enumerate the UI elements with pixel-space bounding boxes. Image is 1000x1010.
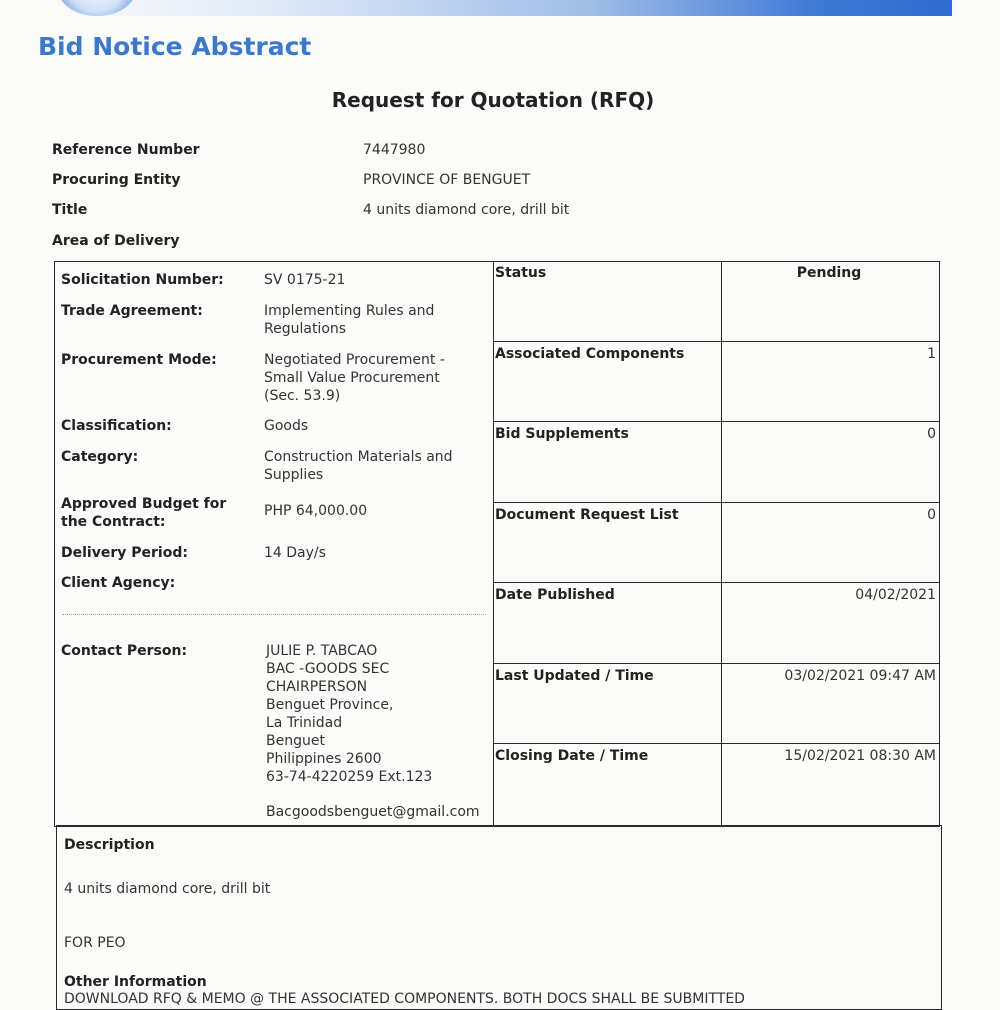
classification-label: Classification: <box>61 418 172 434</box>
delivery-period-value: 14 Day/s <box>264 545 326 561</box>
title-value: 4 units diamond core, drill bit <box>363 202 570 218</box>
classification-value: Goods <box>264 418 309 434</box>
status-row-separator <box>493 743 940 744</box>
status-row-separator <box>493 341 940 342</box>
other-information-text: DOWNLOAD RFQ & MEMO @ THE ASSOCIATED COMPONENTS. BOTH DOCS SHALL BE SUBMITTED <box>64 991 745 1007</box>
bid-supplements-value: 0 <box>927 426 936 442</box>
closing-date-label: Closing Date / Time <box>495 748 649 764</box>
client-agency-label: Client Agency: <box>61 575 176 591</box>
description-note: FOR PEO <box>64 935 126 951</box>
category-value: Construction Materials and Supplies <box>264 449 453 483</box>
other-information-heading: Other Information <box>64 974 207 990</box>
title-label: Title <box>52 202 88 218</box>
dotted-separator <box>62 614 486 615</box>
trade-agreement-value: Implementing Rules and Regulations <box>264 303 435 337</box>
status-row-separator <box>493 502 940 503</box>
delivery-period-label: Delivery Period: <box>61 545 188 561</box>
page-section-title: Bid Notice Abstract <box>38 32 312 61</box>
approved-budget-value: PHP 64,000.00 <box>264 503 368 519</box>
status-row-separator <box>493 421 940 422</box>
associated-components-value[interactable]: 1 <box>927 346 936 362</box>
status-label: Status <box>495 265 547 281</box>
area-of-delivery-label: Area of Delivery <box>52 233 180 249</box>
solicitation-number-value: SV 0175-21 <box>264 272 346 288</box>
document-request-list-label: Document Request List <box>495 507 679 523</box>
contact-person-label: Contact Person: <box>61 643 188 659</box>
last-updated-label: Last Updated / Time <box>495 668 654 684</box>
reference-number-value: 7447980 <box>363 142 426 158</box>
status-value: Pending <box>796 265 862 281</box>
last-updated-value: 03/02/2021 09:47 AM <box>784 668 936 684</box>
approved-budget-label: Approved Budget for the Contract: <box>61 496 227 530</box>
bid-supplements-label: Bid Supplements <box>495 426 629 442</box>
procurement-mode-value: Negotiated Procurement - Small Value Procurement (Sec. 53.9) <box>264 352 445 404</box>
category-label: Category: <box>61 449 139 465</box>
notice-type-title: Request for Quotation (RFQ) <box>331 88 655 112</box>
procuring-entity-value: PROVINCE OF BENGUET <box>363 172 531 188</box>
contact-email-link[interactable]: Bacgoodsbenguet@gmail.com <box>266 804 480 820</box>
header-banner <box>50 0 952 16</box>
contact-person-value: JULIE P. TABCAO BAC -GOODS SEC CHAIRPERSON Benguet Province, La Trinidad Benguet Philippines 2600 63-74-4220259 Ext.123 <box>266 643 433 785</box>
date-published-label: Date Published <box>495 587 615 603</box>
document-request-list-value: 0 <box>927 507 936 523</box>
associated-components-label: Associated Components <box>495 346 685 362</box>
procurement-mode-label: Procurement Mode: <box>61 352 217 368</box>
trade-agreement-label: Trade Agreement: <box>61 303 203 319</box>
reference-number-label: Reference Number <box>52 142 200 158</box>
closing-date-value: 15/02/2021 08:30 AM <box>784 748 936 764</box>
procuring-entity-label: Procuring Entity <box>52 172 181 188</box>
status-row-separator <box>493 663 940 664</box>
description-heading: Description <box>64 837 155 853</box>
date-published-value: 04/02/2021 <box>855 587 936 603</box>
status-row-separator <box>493 582 940 583</box>
solicitation-number-label: Solicitation Number: <box>61 272 224 288</box>
description-text: 4 units diamond core, drill bit <box>64 881 271 897</box>
